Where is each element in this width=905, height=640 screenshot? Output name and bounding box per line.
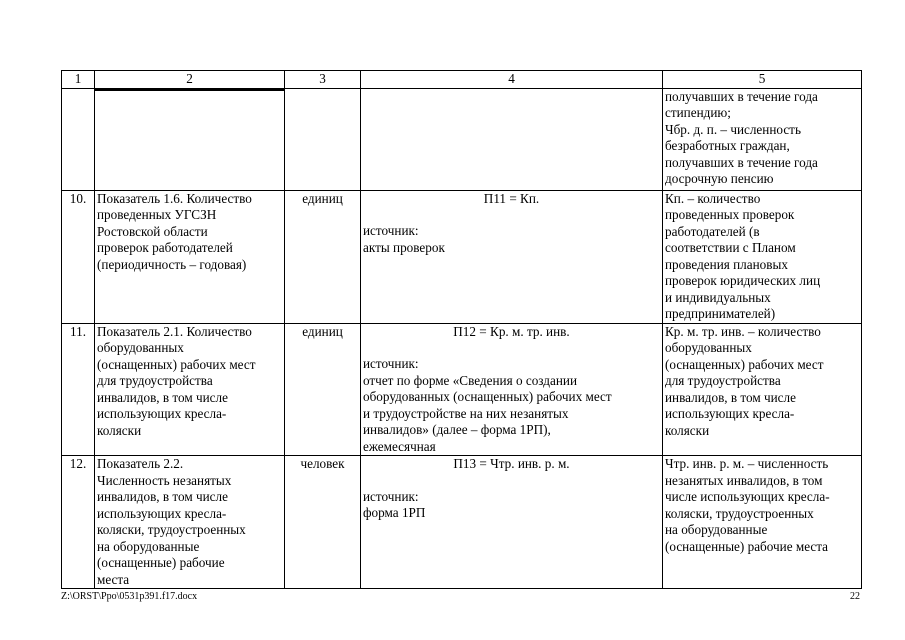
indicator-cell: [95, 456, 285, 589]
description-text: Кп. – количество проведенных проверок работодателей (в соответствии с Планом проведения плановых проверок юридических лиц и индивидуальных предпринимателей): [665, 190, 821, 321]
row-number: 11.: [62, 323, 95, 456]
indicator-text: Показатель 2.1. Количество оборудованных (оснащенных) рабочих мест для трудоустройства инвалидов, в том числе использующих кресла- коляски: [97, 323, 256, 438]
formula-cell: [361, 190, 663, 323]
description-cell: [663, 456, 862, 589]
indicator-cell: [95, 89, 284, 91]
column-header: 5: [663, 71, 862, 89]
unit-cell: единиц: [285, 323, 361, 456]
indicator-text: Показатель 1.6. Количество проведенных УГСЗН Ростовской области проверок работодателей (периодичность – годовая): [97, 190, 252, 272]
description-cell: [663, 190, 862, 323]
unit-cell: [285, 88, 361, 190]
unit-cell: единиц: [285, 190, 361, 323]
column-header: 1: [62, 71, 95, 89]
unit-cell: человек: [285, 456, 361, 589]
footer-file-path: Z:\ORST\Ppo\0531p391.f17.docx: [61, 591, 198, 602]
formula-text: П11 = Кп.: [483, 190, 540, 206]
source-label: источник:: [363, 488, 419, 504]
table-row: [62, 190, 862, 323]
column-header: 3: [285, 71, 361, 89]
table-row: [62, 456, 862, 589]
formula-text: П12 = Кр. м. тр. инв.: [453, 323, 570, 339]
table-row: [62, 88, 862, 190]
row-number: [62, 88, 95, 190]
table-row: [62, 323, 862, 456]
table-header-row: [62, 71, 862, 89]
formula-cell: [361, 456, 663, 589]
formula-cell: [361, 323, 663, 456]
source-label: источник:: [363, 223, 419, 238]
row-number: 12.: [62, 456, 95, 589]
row-number: 10.: [62, 190, 95, 323]
description-text: Кр. м. тр. инв. – количество оборудованных (оснащенных) рабочих мест для трудоустройства инвалидов, в том числе использующих кресла- коляски: [665, 323, 824, 438]
description-text: получавших в течение года стипендию; Чбр. д. п. – численность безработных граждан, получавших в течение года досрочную пенсию: [665, 88, 818, 186]
indicator-text: Показатель 2.2. Численность незанятых инвалидов, в том числе использующих кресла- коляски, трудоустроенных на оборудованные (оснащенные) рабочие места: [97, 456, 246, 587]
column-header: 2: [95, 71, 285, 89]
indicator-cell: [95, 190, 285, 323]
description-cell: [663, 88, 862, 190]
formula-cell: [361, 88, 663, 190]
footer-page-number: 22: [850, 591, 860, 602]
indicator-cell: [95, 323, 285, 456]
source-text: отчет по форме «Сведения о создании оборудованных (оснащенных) рабочих мест и трудоустройстве на них незанятых инвалидов» (далее – форма 1РП), ежемесячная: [363, 372, 612, 454]
source-text: форма 1РП: [363, 505, 426, 520]
description-cell: [663, 323, 862, 456]
source-label: источник:: [363, 356, 419, 371]
column-header: 4: [361, 71, 663, 89]
source-text: акты проверок: [363, 239, 445, 255]
formula-text: П13 = Чтр. инв. р. м.: [453, 456, 570, 471]
indicators-table: [61, 70, 862, 589]
description-text: Чтр. инв. р. м. – численность незанятых инвалидов, в том числе использующих кресла- коляски, трудоустроенных на оборудованные (оснащенные) рабочие места: [665, 456, 830, 554]
